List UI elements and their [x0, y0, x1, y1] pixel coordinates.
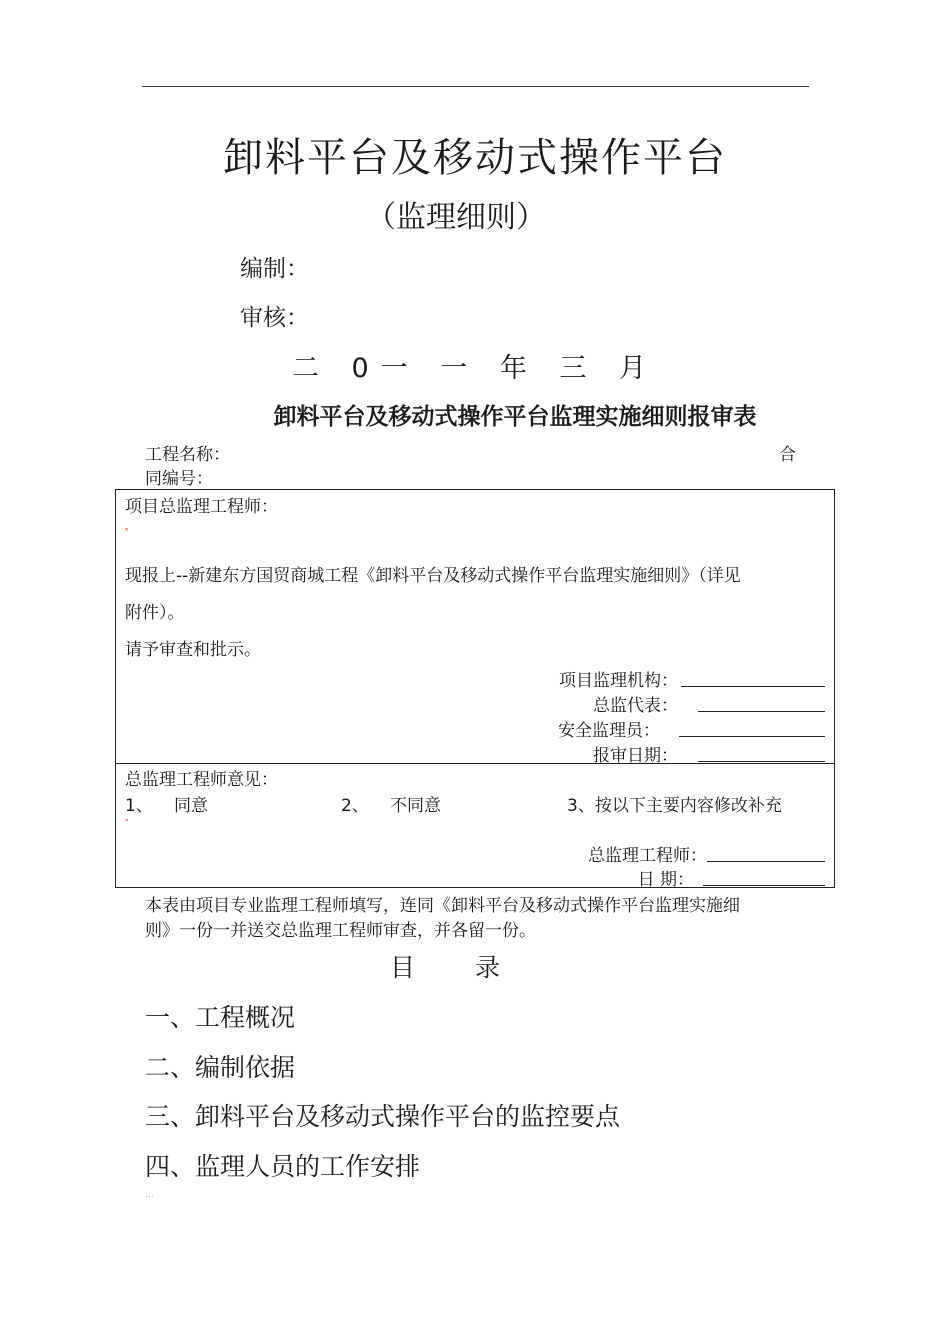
toc-item-3[interactable]: 三、卸料平台及移动式操作平台的监控要点 [145, 1102, 621, 1131]
compiled-by-label: 编制： [240, 256, 309, 282]
sig-rep-line[interactable] [698, 711, 825, 712]
toc-item-1[interactable]: 一、工程概况 [145, 1003, 296, 1032]
submission-section [115, 489, 835, 764]
sig-org-line[interactable] [681, 686, 825, 687]
form-note-line2: 则》一份一并送交总监理工程师审查，并各留一份。 [145, 921, 536, 941]
toc-item-4[interactable]: 四、监理人员的工作安排 [145, 1152, 421, 1181]
opinion-heading: 总监理工程师意见： [125, 770, 278, 790]
addressee: 项目总监理工程师： [125, 497, 278, 517]
option-2-number: 2、 [341, 796, 369, 816]
submission-body-line2: 附件）。 [125, 603, 185, 623]
toc-continuation: ... [145, 1190, 154, 1200]
opinion-date-label: 日 期： [637, 870, 694, 890]
opinion-section [115, 762, 835, 888]
project-name-label: 工程名称： [145, 445, 230, 465]
document-subtitle: （监理细则） [366, 200, 546, 235]
option-1-number: 1、 [125, 796, 153, 816]
submission-body-line1: 现报上--新建东方国贸商城工程《卸料平台及移动式操作平台监理实施细则》（详见 [125, 566, 741, 586]
sig-chief-line[interactable] [707, 861, 825, 862]
sig-rep-label: 总监代表： [593, 696, 678, 716]
toc-item-2[interactable]: 二、编制依据 [145, 1053, 296, 1082]
sig-chief-label: 总监理工程师： [588, 846, 707, 866]
opinion-date-line[interactable] [703, 885, 825, 886]
top-rule [142, 86, 809, 87]
edit-mark: ˜ [124, 819, 129, 830]
sig-safety-label: 安全监理员： [558, 721, 660, 741]
toc-heading: 目 录 [390, 953, 526, 982]
sig-date-label: 报审日期： [593, 746, 678, 766]
reviewed-by-label: 审核： [240, 305, 309, 331]
sig-safety-line[interactable] [679, 736, 825, 737]
form-note-line1: 本表由项目专业监理工程师填写，连同《卸料平台及移动式操作平台监理实施细 [145, 896, 740, 916]
option-3-revise[interactable]: 3、按以下主要内容修改补充 [567, 796, 782, 816]
sig-org-label: 项目监理机构： [559, 671, 678, 691]
option-1-agree[interactable]: 同意 [174, 796, 208, 816]
form-title: 卸料平台及移动式操作平台监理实施细则报审表 [273, 404, 757, 430]
option-2-disagree[interactable]: 不同意 [390, 796, 441, 816]
edit-mark: ˂ [124, 528, 129, 539]
contract-no-label-start: 合 [779, 445, 796, 465]
contract-no-label-end: 同编号： [145, 469, 213, 489]
review-request: 请予审查和批示。 [125, 640, 261, 660]
document-date: 二 0一 一 年 三 月 [291, 353, 659, 384]
document-title: 卸料平台及移动式操作平台 [223, 135, 727, 181]
